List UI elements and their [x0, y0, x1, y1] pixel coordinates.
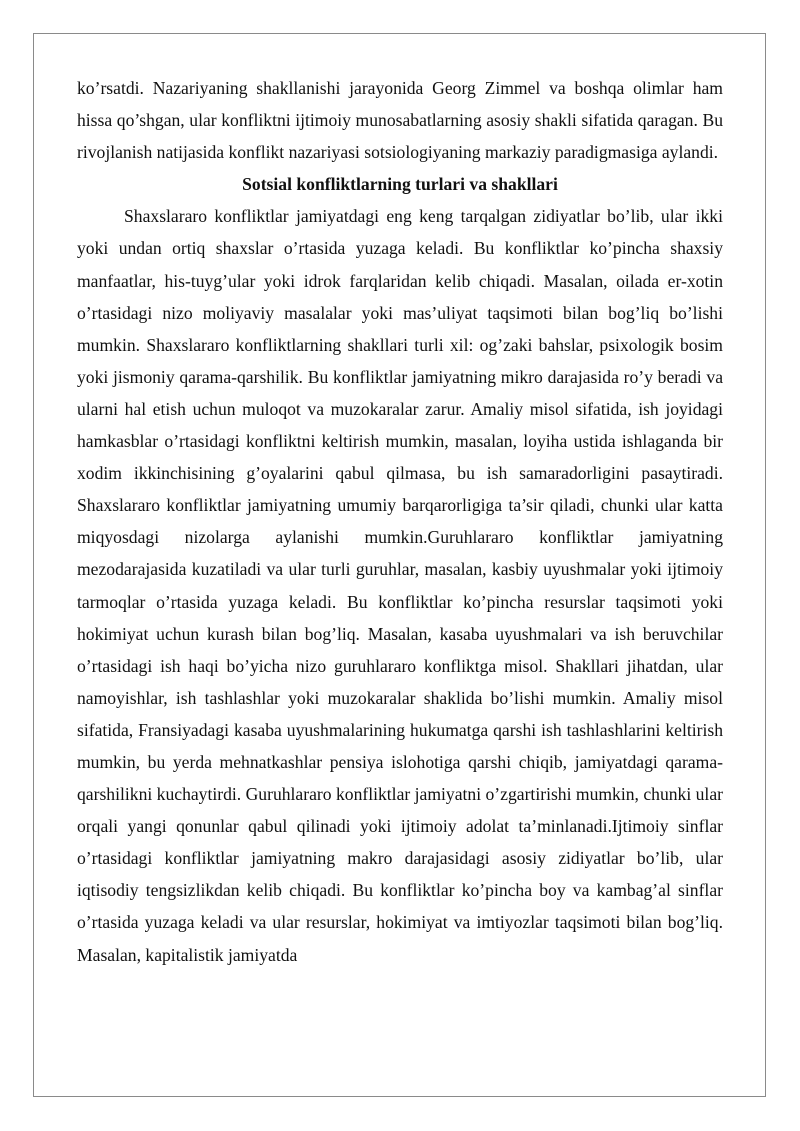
body-paragraph: Shaxslararo konfliktlar jamiyatdagi eng keng tarqalgan zidiyatlar bo’lib, ular ikki yoki undan ortiq shaxslar o’rtasida yuzaga keladi. Bu konfliktlar ko’pincha shaxsiy manfaatlar, his-tuyg’ular yoki idrok farqlaridan kelib chiqadi. Masalan, oilada er-xotin o’rtasidagi nizo moliyaviy masalalar yoki mas’uliyat taqsimoti bilan bog’liq bo’lishi mumkin. Shaxslararo konfliktlarning shakllari turli xil: og’zaki bahslar, psixologik bosim yoki jismoniy qarama-qarshilik. Bu konfliktlar jamiyatning mikro darajasida ro’y beradi va ularni hal etish uchun muloqot va muzokaralar zarur. Amaliy misol sifatida, ish joyidagi hamkasblar o’rtasidagi konfliktni keltirish mumkin, masalan, loyiha ustida ishlaganda bir xodim ikkinchisining g’oyalarini qabul qilmasa, bu ish samaradorligini pasaytiradi. Shaxslararo konfliktlar jamiyatning umumiy barqarorligiga ta’sir qiladi, chunki ular katta miqyosdagi nizolarga aylanishi mumkin.Guruhlararo konfliktlar jamiyatning mezodarajasida kuzatiladi va ular turli guruhlar, masalan, kasbiy uyushmalar yoki ijtimoiy tarmoqlar o’rtasida yuzaga keladi. Bu konfliktlar ko’pincha resurslar taqsimoti yoki hokimiyat uchun kurash bilan bog’liq. Masalan, kasaba uyushmalari va ish beruvchilar o’rtasidagi ish haqi bo’yicha nizo guruhlararo konfliktga misol. Shakllari jihatdan, ular namoyishlar, ish tashlashlar yoki muzokaralar shaklida bo’lishi mumkin. Amaliy misol sifatida, Fransiyadagi kasaba uyushmalarining hukumatga qarshi ish tashlashlarini keltirish mumkin, bu yerda mehnatkashlar pensiya islohotiga qarshi chiqib, jamiyatdagi qarama-qarshilikni kuchaytirdi. Guruhlararo konfliktlar jamiyatni o’zgartirishi mumkin, chunki ular orqali yangi qonunlar qabul qilinadi yoki ijtimoiy adolat ta’minlanadi.Ijtimoiy sinflar o’rtasidagi konfliktlar jamiyatning makro darajasidagi asosiy zidiyatlar bo’lib, ular iqtisodiy tengsizlikdan kelib chiqadi. Bu konfliktlar ko’pincha boy va kambag’al sinflar o’rtasida yuzaga keladi va ular resurslar, hokimiyat va imtiyozlar taqsimoti bilan bog’liq. Masalan, kapitalistik jamiyatda: [77, 206, 723, 965]
intro-paragraph: ko’rsatdi. Nazariyaning shakllanishi jarayonida Georg Zimmel va boshqa olimlar ham hissa qo’shgan, ular konfliktni ijtimoiy munosabatlarning asosiy shakli sifatida qaragan. Bu rivojlanish natijasida konflikt nazariyasi sotsiologiyaning markaziy paradigmasiga aylandi.: [77, 78, 723, 163]
document-body: [77, 72, 723, 971]
section-heading: Sotsial konfliktlarning turlari va shakllari: [242, 174, 558, 195]
